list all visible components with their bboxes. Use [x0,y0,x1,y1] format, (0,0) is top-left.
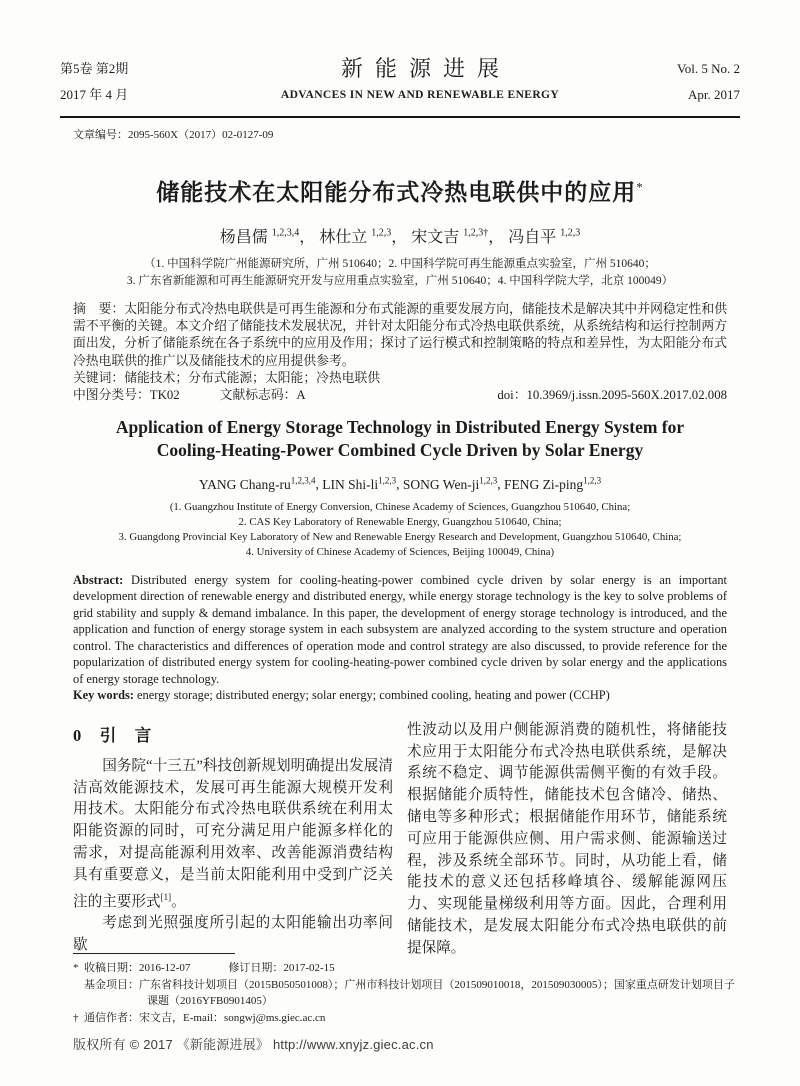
author-affil-sup: 1,2,3 [479,475,498,486]
right-column [407,720,727,960]
asterisk-mark: * [73,962,79,974]
footnote-dates [73,960,738,977]
author-en [322,477,396,492]
author-cn [220,229,300,246]
affiliation-line: （1. 中国科学院广州能源研究所，广州 510640；2. 中国科学院可再生能源重点实验室，广州 510640； [144,258,656,270]
authors-cn [0,224,800,247]
author-affil-sup: 1,2,3 [560,227,581,239]
paragraph-text: 国务院“十三五”科技创新规划明确提出发展清洁高效能源技术，发展可再生能源大规模开发利用技术。太阳能分布式冷热电联供系统在利用太阳能资源的同时，可充分满足用户能源多样化的需求，对提高能源利用效率、改善能源消费结构具有重要意义，是当前太阳能利用中受到广泛关注的主要形式 [73,757,393,910]
journal-volume-issue-en [630,56,740,108]
journal-name [210,56,630,108]
affiliation-line: 3. Guangdong Provincial Key Laboratory of New and Renewable Energy Research and Development, Guangzhou 510640, China; [118,530,682,543]
doi: doi：10.3969/j.issn.2095-560X.2017.02.008 [497,388,727,403]
affiliation-line: 4. University of Chinese Academy of Sciences, Beijing 100049, China) [245,545,555,558]
author-cn [508,229,580,246]
abstract-text-cn: 太阳能分布式冷热电联供是可再生能源和分布式能源的重要发展方向，储能技术是解决其中并网稳定性和供需不平衡的关键。本文介绍了储能技术发展状况，并针对太阳能分布式冷热电联供系统，从系统结构和运行控制两方面出发，分析了储能系统在各子系统中的应用及作用；探讨了运行模式和控制策略的特点和差异性，为太阳能分布式冷热电联供的推广以及储能技术的应用提供参考。 [73,302,728,368]
keywords-text-en: energy storage; distributed energy; solar energy; combined cooling, heating and power (CCHP) [137,688,610,703]
keywords-en [73,687,727,704]
author-separator: , [396,476,403,492]
affiliations-en [0,500,800,560]
author-name: YANG Chang-ru [198,476,291,492]
clc-line [73,387,727,404]
funding-label: 基金项目： [84,978,139,991]
author-affil-sup: 1,2,3,4 [271,227,300,239]
corresponding-author: 宋文吉，E-mail：songwj@ms.giec.ac.cn [139,1011,326,1024]
author-name: FENG Zi-ping [503,476,584,492]
keywords-label-cn: 关键词： [73,370,125,385]
keywords-cn [73,370,727,387]
author-en [199,477,316,492]
author-affil-sup: 1,2,3 [583,475,602,486]
received-date: 2016-12-07 [139,962,191,974]
paragraph [73,756,393,913]
author-affil-sup: 1,2,3,4 [290,475,316,486]
paragraph-text: 。 [171,893,186,910]
citation-ref: [1] [160,891,172,902]
clc-number: 中图分类号：TK02 [73,388,180,403]
author-separator: ， [391,229,408,246]
journal-title-en: ADVANCES IN NEW AND RENEWABLE ENERGY [280,89,560,101]
author-affil-sup: 1,2,3 [371,227,392,239]
header-rule [60,116,740,118]
copyright-line: 版权所有 © 2017 《新能源进展》 http://www.xnyjz.giec.ac.cn [73,1037,434,1052]
title-footnote-mark: * [636,179,644,195]
author-separator: , [497,476,504,492]
received-label: 收稿日期： [84,962,139,974]
author-affil-sup: 1,2,3 [378,475,397,486]
author-separator: , [315,476,323,492]
paper-title-cn [0,174,800,207]
document-code: 文献标志码：A [219,388,306,403]
author-cn [319,229,391,246]
author-name: SONG Wen-ji [402,476,480,492]
paragraph: 性波动以及用户侧能源消费的随机性，将储能技术应用于太阳能分布式冷热电联供系统，是解决系统不稳定、调节能源供需侧平衡的有效手段。根据储能介质特性，储能技术包含储冷、储热、储电等多种形式；根据储能作用环节，储能系统可应用于能源供应侧、用户需求侧、能源输送过程，涉及系统全部环节。同时，从功能上看，储能技术的意义还包括移峰填谷、缓解能源网压力、实现能量梯级利用等方面。因此，合理利用储能技术，是发展太阳能分布式冷热电联供的前提保障。 [407,721,727,956]
spacer [180,387,220,404]
date-en: Apr. 2017 [688,87,740,102]
footnote-corresponding [73,1010,738,1027]
revised-date: 2017-02-15 [283,962,335,974]
revised-label: 修订日期： [228,962,284,974]
author-name: LIN Shi-li [322,476,379,492]
author-separator: ， [299,229,316,246]
author-name: 冯自平 [508,229,557,246]
date-cn: 2017 年 4 月 [60,87,129,102]
affiliation-line: 2. CAS Key Laboratory of Renewable Energy, Guangzhou 510640, China; [238,515,562,528]
body-columns [73,720,727,960]
footnote-funding [73,977,738,1010]
authors-en [0,475,800,493]
journal-volume-issue-cn [60,56,210,108]
journal-header [60,56,740,108]
abstract-en [73,572,727,688]
keywords-label-en: Key words: [73,688,138,703]
author-separator: ， [488,229,505,246]
article-number: 文章编号：2095-560X（2017）02-0127-09 [73,129,274,141]
left-column [73,720,393,960]
affiliation-line: 3. 广东省新能源和可再生能源研究开发与应用重点实验室，广州 510640；4. 中国科学院大学，北京 100049） [126,275,674,287]
author-en [504,477,601,492]
keywords-text-cn: 储能技术；分布式能源；太阳能；冷热电联供 [124,370,381,385]
journal-title-cn: 新能源进展 [340,56,511,81]
volume-issue-en: Vol. 5 No. 2 [677,61,740,76]
abstract-cn [73,301,727,370]
author-cn [411,229,488,246]
paper-title-cn-text: 储能技术在太阳能分布式冷热电联供中的应用 [156,180,637,205]
footnote-rule [73,953,235,954]
abstract-label-en: Abstract: [73,572,131,587]
abstract-text-en: Distributed energy system for cooling-heating-power combined cycle driven by solar energy is an important development direction of renewable energy and distributed energy, while energy storage technology is the key to solve problems of grid stability and supply & demand imbalance. In this paper, the development of energy storage technology is introduced, and the application and function of energy storage system in each subsystem are analyzed according to the system structure and operation control. The characteristics and differences of operation mode and control strategy are also discussed, to provide reference for the popularization of distributed energy system for cooling-heating-power combined cycle driven by solar energy and the applications of energy storage technology. [73,572,727,686]
abstract-label-cn: 摘 要： [73,302,125,316]
paragraph: 考虑到光照强度所引起的太阳能输出功率间歇 [73,915,393,953]
author-affil-sup: 1,2,3† [463,227,489,239]
corresponding-label: 通信作者： [84,1011,139,1024]
affiliation-line: (1. Guangzhou Institute of Energy Conversion, Chinese Academy of Sciences, Guangzhou 510640, China; [169,500,631,513]
author-name: 杨昌儒 [219,229,268,246]
author-en [403,477,497,492]
funding-text: 广东省科技计划项目（2015B050501008）；广州市科技计划项目（201509010018，201509030005）；国家重点研发计划项目子课题（2016YFB0901405） [139,978,735,1007]
author-name: 林仕立 [319,229,368,246]
volume-issue-cn: 第5卷 第2期 [60,61,129,76]
section-heading: 0 引 言 [73,725,153,745]
paper-title-en: Application of Energy Storage Technology in Distributed Energy System for Cooling-Heating-Power Combined Cycle Driven by Solar Energy [115,417,685,461]
dagger-mark: † [73,1011,79,1024]
footnotes [73,953,738,1026]
affiliations-cn [0,256,800,290]
author-name: 宋文吉 [411,229,460,246]
